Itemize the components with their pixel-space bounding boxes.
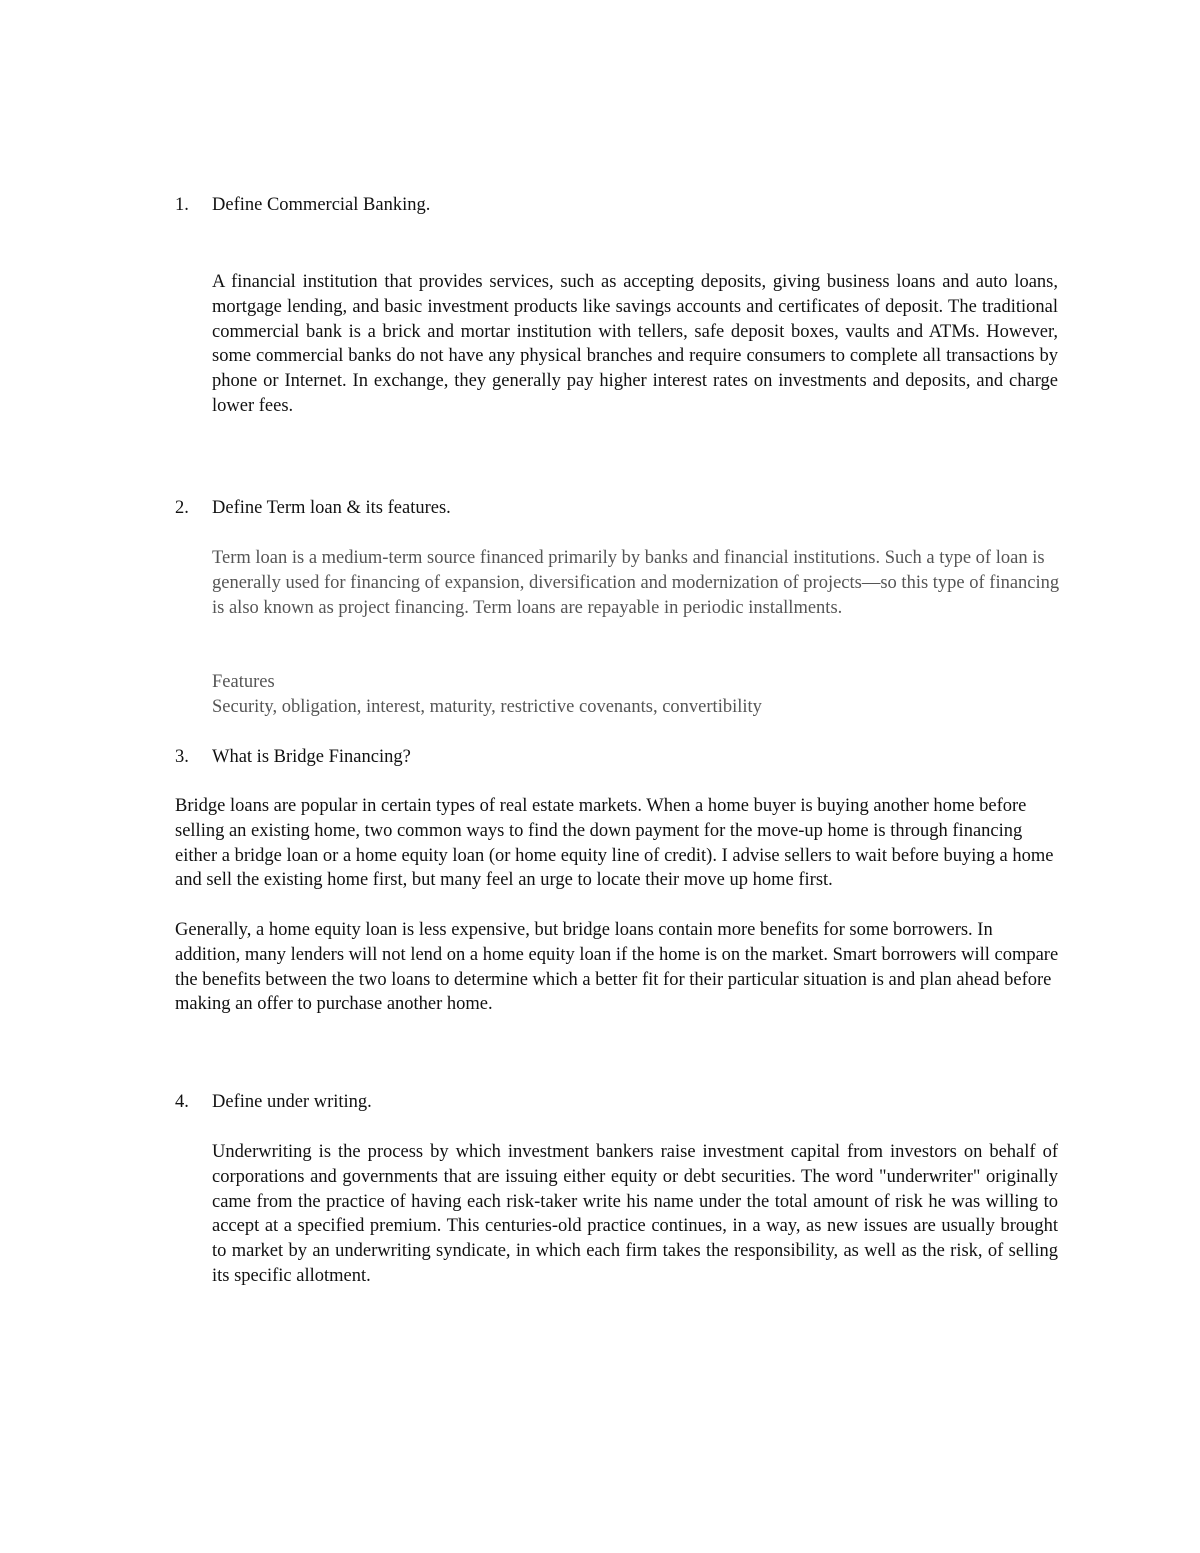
question-1-heading [175, 193, 430, 218]
question-2-heading [175, 496, 451, 521]
question-4-answer: Underwriting is the process by which investment bankers raise investment capital from investors on behalf of corporations and governments that are issuing either equity or debt securities. The word "underwriter" originally came from the practice of having each risk-taker write his name under the total amount of risk he was willing to accept at a specified premium. This centuries-old practice continues, in a way, as new issues are usually brought to market by an underwriting syndicate, in which each firm takes the responsibility, as well as the risk, of selling its specific allotment. [212, 1142, 1058, 1286]
question-1-answer: A financial institution that provides services, such as accepting deposits, giving business loans and auto loans, mortgage lending, and basic investment products like savings accounts and certificates of deposit. The traditional commercial bank is a brick and mortar institution with tellers, safe deposit boxes, vaults and ATMs. However, some commercial banks do not have any physical branches and require consumers to complete all transactions by phone or Internet. In exchange, they generally pay higher interest rates on investments and deposits, and charge lower fees. [212, 272, 1058, 416]
question-2-title: Define Term loan & its features. [212, 498, 451, 518]
question-3-title: What is Bridge Financing? [212, 747, 411, 767]
question-4-heading [175, 1090, 372, 1115]
question-1-number: 1. [175, 195, 189, 215]
question-3-heading [175, 745, 411, 770]
question-2-answer: Term loan is a medium-term source financed primarily by banks and financial institutions. Such a type of loan is generally used for financing of expansion, diversification and modernization of projects—so this type of financing is also known as project financing. Term loans are repayable in periodic installments. [212, 548, 1060, 618]
features-heading: Features [212, 672, 275, 692]
question-4-number: 4. [175, 1092, 189, 1112]
question-3-answer-paragraph-2: Generally, a home equity loan is less expensive, but bridge loans contain more benefits for some borrowers. In addition, many lenders will not lend on a home equity loan if the home is on the market. Smart borrowers will compare the benefits between the two loans to determine which a better fit for their particular situation is and plan ahead before making an offer to purchase another home. [175, 920, 1059, 1015]
question-3-number: 3. [175, 747, 189, 767]
question-3-answer-paragraph-1: Bridge loans are popular in certain types of real estate markets. When a home buyer is buying another home before selling an existing home, two common ways to find the down payment for the move-up home is through financing either a bridge loan or a home equity loan (or home equity line of credit). I advise sellers to wait before buying a home and sell the existing home first, but many feel an urge to locate their move up home first. [175, 796, 1054, 891]
question-4-title: Define under writing. [212, 1092, 372, 1112]
question-1-title: Define Commercial Banking. [212, 195, 431, 215]
features-list: Security, obligation, interest, maturity, restrictive covenants, convertibility [212, 697, 762, 717]
question-2-number: 2. [175, 498, 189, 518]
